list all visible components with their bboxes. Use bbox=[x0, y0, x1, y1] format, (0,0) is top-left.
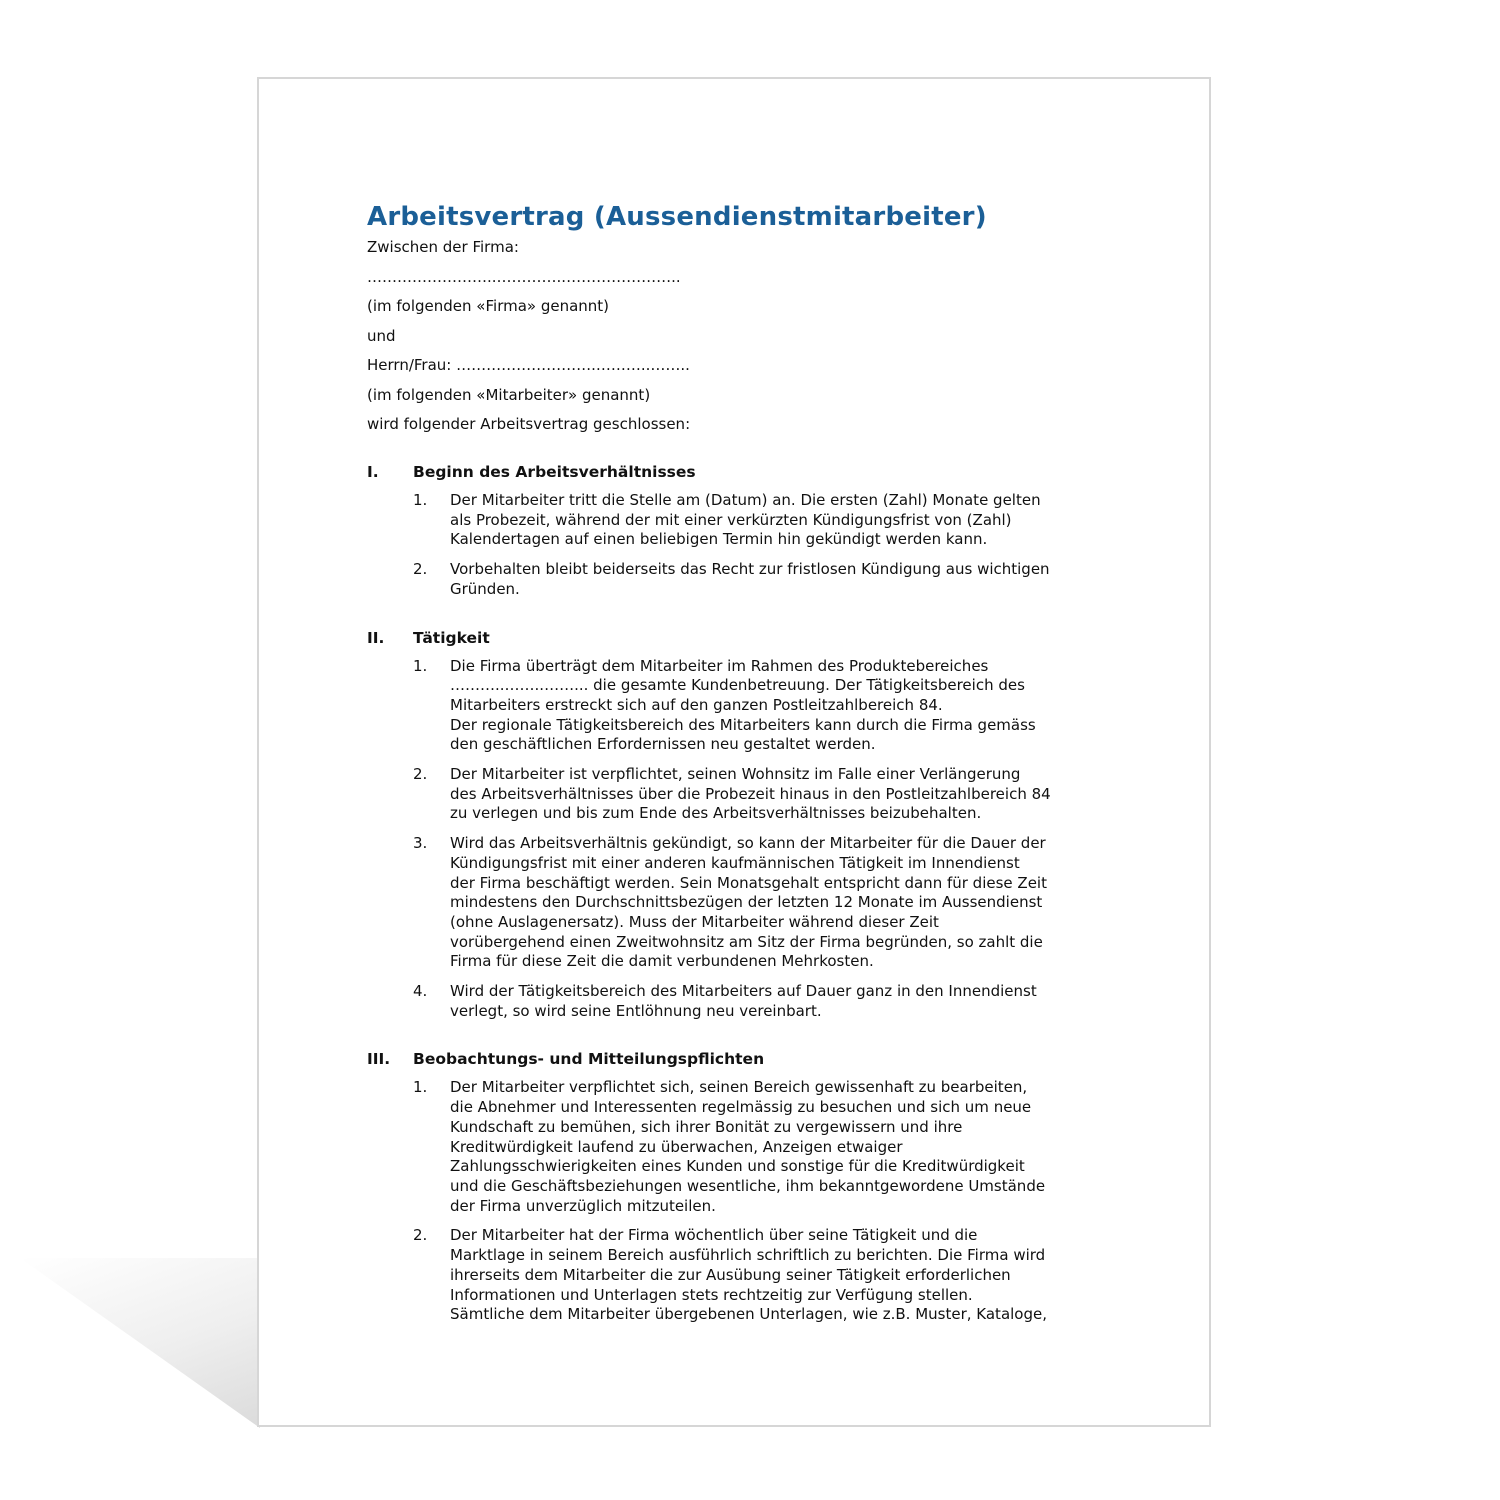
section-number: III. bbox=[367, 1050, 391, 1069]
intro-line: und bbox=[367, 326, 396, 345]
clause-number: 4. bbox=[413, 982, 428, 1001]
clause-line: und die Geschäftsbeziehungen wesentliche, ihm bekanntgewordene Umstände bbox=[450, 1176, 1046, 1195]
intro-block bbox=[367, 237, 1102, 434]
clause-item bbox=[413, 657, 1102, 756]
clause-line: Zahlungsschwierigkeiten eines Kunden und sonstige für die Kreditwürdigkeit bbox=[450, 1157, 1025, 1176]
page-shadow bbox=[20, 1258, 260, 1428]
clause-line: die Abnehmer und Interessenten regelmässig zu besuchen und sich um neue bbox=[450, 1098, 1032, 1117]
clause-number: 3. bbox=[413, 834, 428, 853]
clause-item bbox=[413, 491, 1102, 550]
clause-line: vorübergehend einen Zweitwohnsitz am Sitz der Firma begründen, so zahlt die bbox=[450, 932, 1043, 951]
clause-line: zu verlegen und bis zum Ende des Arbeitsverhältnisses beizubehalten. bbox=[450, 804, 982, 823]
clause-line: der Firma unverzüglich mitzuteilen. bbox=[450, 1196, 716, 1215]
clause-line: Die Firma überträgt dem Mitarbeiter im Rahmen des Produktebereiches bbox=[450, 656, 989, 675]
clause-item bbox=[413, 1078, 1102, 1216]
clause-line: den geschäftlichen Erfordernissen neu gestaltet werden. bbox=[450, 735, 876, 754]
clause-line: Informationen und Unterlagen stets rechtzeitig zur Verfügung stellen. bbox=[450, 1285, 973, 1304]
section-title: Tätigkeit bbox=[413, 628, 490, 647]
clause-line: als Probezeit, während der mit einer verkürzten Kündigungsfrist von (Zahl) bbox=[450, 510, 1012, 529]
clause-number: 2. bbox=[413, 560, 428, 579]
clause-text bbox=[450, 1078, 1102, 1216]
intro-line: Herrn/Frau: ……………………….………..…….. bbox=[367, 356, 690, 374]
clause-line: ihrerseits dem Mitarbeiter die zur Ausübung seiner Tätigkeit erforderlichen bbox=[450, 1265, 1011, 1284]
intro-line: (im folgenden «Mitarbeiter» genannt) bbox=[367, 385, 651, 404]
document-page bbox=[257, 77, 1211, 1427]
clause-item bbox=[413, 560, 1102, 599]
clause-text bbox=[450, 765, 1102, 824]
clause-line: Kalendertagen auf einen beliebigen Termin hin gekündigt werden kann. bbox=[450, 530, 988, 549]
clause-text bbox=[450, 1226, 1102, 1325]
clause-line: der Firma beschäftigt werden. Sein Monatsgehalt entspricht dann für diese Zeit bbox=[450, 873, 1047, 892]
intro-line: (im folgenden «Firma» genannt) bbox=[367, 297, 610, 315]
section-heading bbox=[367, 628, 1102, 648]
clause-line: (ohne Auslagenersatz). Muss der Mitarbeiter während dieser Zeit bbox=[450, 912, 939, 931]
clause-line: Der Mitarbeiter verpflichtet sich, seinen Bereich gewissenhaft zu bearbeiten, bbox=[450, 1078, 1028, 1097]
document-title: Arbeitsvertrag (Aussendienstmitarbeiter) bbox=[367, 202, 987, 232]
clause-line: Firma für diese Zeit die damit verbundenen Mehrkosten. bbox=[450, 952, 874, 971]
clause-line: ………..……..……... die gesamte Kundenbetreuung. Der Tätigkeitsbereich des bbox=[450, 676, 1025, 695]
section-heading bbox=[367, 462, 1102, 482]
clause-number: 1. bbox=[413, 491, 428, 509]
clause-line: Wird der Tätigkeitsbereich des Mitarbeiters auf Dauer ganz in den Innendienst bbox=[450, 982, 1037, 1001]
clause-line: Sämtliche dem Mitarbeiter übergebenen Unterlagen, wie z.B. Muster, Kataloge, bbox=[450, 1305, 1047, 1324]
section-title: Beobachtungs- und Mitteilungspflichten bbox=[413, 1050, 765, 1069]
section-number: II. bbox=[367, 628, 385, 647]
intro-line: wird folgender Arbeitsvertrag geschlossen: bbox=[367, 415, 691, 433]
clause-line: Kündigungsfrist mit einer anderen kaufmännischen Tätigkeit im Innendienst bbox=[450, 853, 1020, 872]
clause-text bbox=[450, 834, 1102, 972]
contract-section bbox=[367, 628, 1102, 1022]
clause-line: Kreditwürdigkeit laufend zu überwachen, Anzeigen etwaiger bbox=[450, 1137, 903, 1156]
clause-line: Wird das Arbeitsverhältnis gekündigt, so kann der Mitarbeiter für die Dauer der bbox=[450, 834, 1046, 853]
clause-line: Mitarbeiters erstreckt sich auf den ganzen Postleitzahlbereich 84. bbox=[450, 695, 943, 714]
clause-item bbox=[413, 765, 1102, 824]
clause-text bbox=[450, 560, 1102, 599]
clause-item bbox=[413, 834, 1102, 972]
clause-line: Marktlage in seinem Bereich ausführlich schriftlich zu berichten. Die Firma wird bbox=[450, 1246, 1046, 1265]
clause-line: Vorbehalten bleibt beiderseits das Recht zur fristlosen Kündigung aus wichtigen bbox=[450, 560, 1050, 579]
clause-text bbox=[450, 982, 1102, 1021]
clause-item bbox=[413, 1226, 1102, 1325]
intro-line: ……………………..…………..………………….. bbox=[367, 267, 681, 286]
clause-number: 2. bbox=[413, 765, 428, 784]
clause-text bbox=[450, 657, 1102, 756]
clause-line: Der Mitarbeiter tritt die Stelle am (Datum) an. Die ersten (Zahl) Monate gelten bbox=[450, 491, 1041, 509]
document-content bbox=[367, 199, 1102, 1335]
clause-line: des Arbeitsverhältnisses über die Probezeit hinaus in den Postleitzahlbereich 84 bbox=[450, 784, 1051, 803]
intro-line: Zwischen der Firma: bbox=[367, 238, 519, 256]
clause-line: Der regionale Tätigkeitsbereich des Mitarbeiters kann durch die Firma gemäss bbox=[450, 715, 1036, 734]
clause-number: 1. bbox=[413, 1078, 428, 1097]
clause-line: Kundschaft zu bemühen, sich ihrer Bonität zu vergewissern und ihre bbox=[450, 1117, 963, 1136]
clause-item bbox=[413, 982, 1102, 1021]
clause-number: 1. bbox=[413, 656, 428, 675]
contract-section bbox=[367, 1049, 1102, 1324]
clause-line: Der Mitarbeiter hat der Firma wöchentlich über seine Tätigkeit und die bbox=[450, 1226, 978, 1245]
sections bbox=[367, 462, 1102, 1325]
clause-line: Der Mitarbeiter ist verpflichtet, seinen Wohnsitz im Falle einer Verlängerung bbox=[450, 765, 1021, 784]
contract-section bbox=[367, 462, 1102, 600]
clause-number: 2. bbox=[413, 1226, 428, 1245]
clause-line: Gründen. bbox=[450, 579, 520, 598]
clause-line: verlegt, so wird seine Entlöhnung neu vereinbart. bbox=[450, 1001, 822, 1020]
clause-line: mindestens den Durchschnittsbezügen der letzten 12 Monate im Aussendienst bbox=[450, 893, 1043, 912]
section-number: I. bbox=[367, 463, 379, 481]
clause-text bbox=[450, 491, 1102, 550]
section-heading bbox=[367, 1049, 1102, 1069]
section-title: Beginn des Arbeitsverhältnisses bbox=[413, 463, 696, 481]
